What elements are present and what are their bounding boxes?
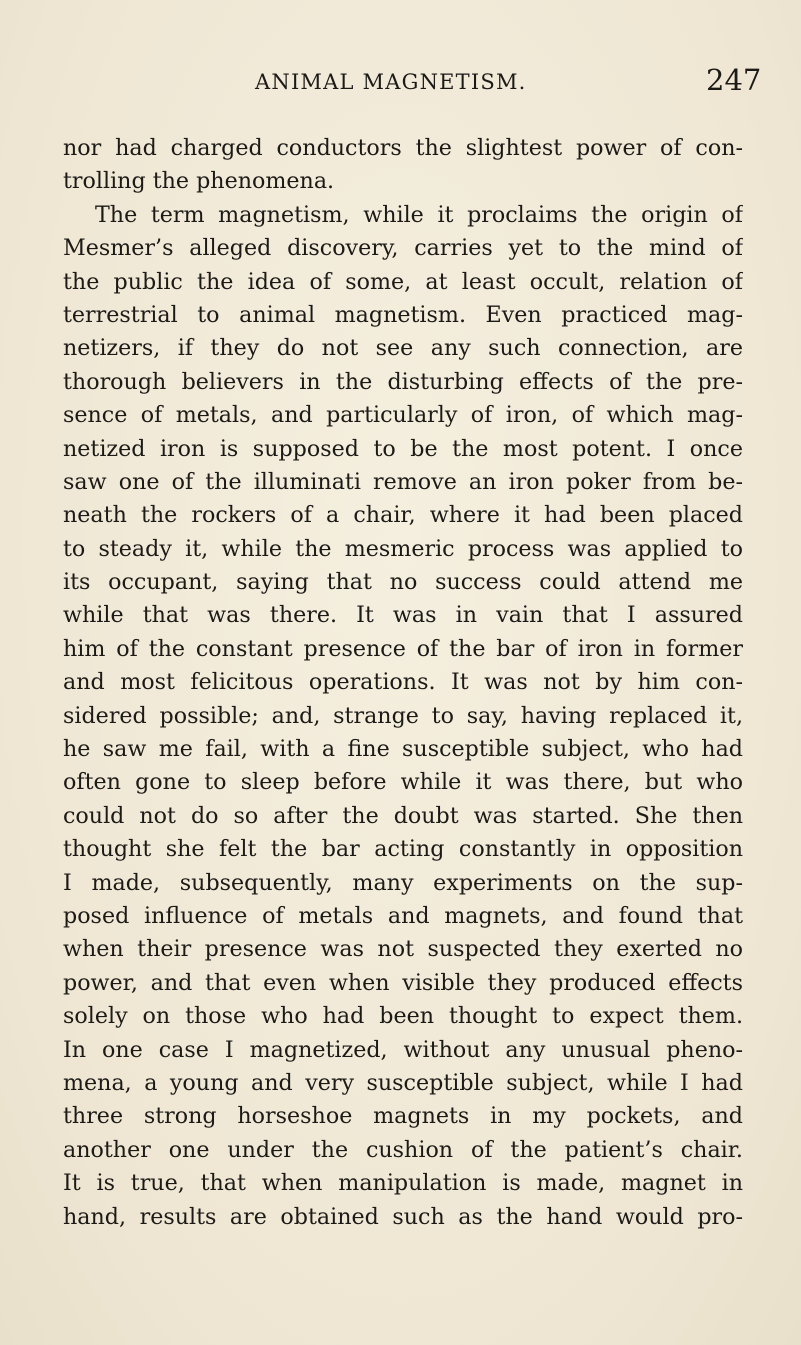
running-title: ANIMAL MAGNETISM.: [255, 70, 527, 94]
text-line: netizers, if they do not see any such connection, are: [63, 335, 743, 362]
text-line: Mesmer’s alleged discovery, carries yet to the mind of: [63, 235, 743, 262]
page-number: 247: [706, 63, 762, 97]
text-line: netized iron is supposed to be the most potent. I once: [63, 435, 743, 462]
text-line: The term magnetism, while it proclaims the origin of: [95, 201, 743, 228]
text-line: saw one of the illuminati remove an iron poker from be-: [63, 468, 743, 495]
text-line: often gone to sleep before while it was there, but who: [63, 769, 743, 796]
text-line: another one under the cushion of the patient’s chair.: [63, 1136, 743, 1163]
text-line: thorough believers in the disturbing effects of the pre-: [63, 368, 743, 395]
text-line: power, and that even when visible they produced effects: [63, 969, 743, 996]
body-text: [63, 132, 743, 1234]
text-line: I made, subsequently, many experiments on the sup-: [63, 869, 743, 896]
text-line: sence of metals, and particularly of iron, of which mag-: [63, 402, 743, 429]
text-line: he saw me fail, with a fine susceptible subject, who had: [63, 736, 743, 763]
text-line: while that was there. It was in vain that I assured: [63, 602, 743, 629]
text-line: nor had charged conductors the slightest power of con-: [63, 135, 743, 161]
text-line: him of the constant presence of the bar of iron in former: [63, 635, 743, 662]
text-line: to steady it, while the mesmeric process was applied to: [63, 535, 743, 562]
text-line: In one case I magnetized, without any unusual pheno-: [63, 1036, 743, 1063]
running-head: [0, 63, 801, 106]
text-line: hand, results are obtained such as the hand would pro-: [63, 1203, 743, 1230]
text-line: solely on those who had been thought to expect them.: [63, 1003, 743, 1030]
text-line: posed influence of metals and magnets, and found that: [63, 902, 743, 929]
text-line: sidered possible; and, strange to say, having replaced it,: [63, 702, 743, 729]
text-line: thought she felt the bar acting constantly in opposition: [63, 836, 743, 863]
text-line: terrestrial to animal magnetism. Even practiced mag-: [63, 301, 743, 328]
text-line: when their presence was not suspected they exerted no: [63, 936, 743, 963]
text-line: trolling the phenomena.: [63, 168, 335, 195]
text-line: neath the rockers of a chair, where it had been placed: [63, 502, 743, 529]
text-line: mena, a young and very susceptible subject, while I had: [63, 1069, 743, 1096]
text-line: the public the idea of some, at least occult, relation of: [63, 268, 743, 295]
text-line: and most felicitous operations. It was not by him con-: [63, 669, 743, 696]
text-line: three strong horseshoe magnets in my pockets, and: [63, 1103, 743, 1130]
text-line: its occupant, saying that no success could attend me: [63, 569, 743, 596]
text-line: could not do so after the doubt was started. She then: [63, 802, 743, 829]
text-line: It is true, that when manipulation is made, magnet in: [63, 1170, 743, 1197]
